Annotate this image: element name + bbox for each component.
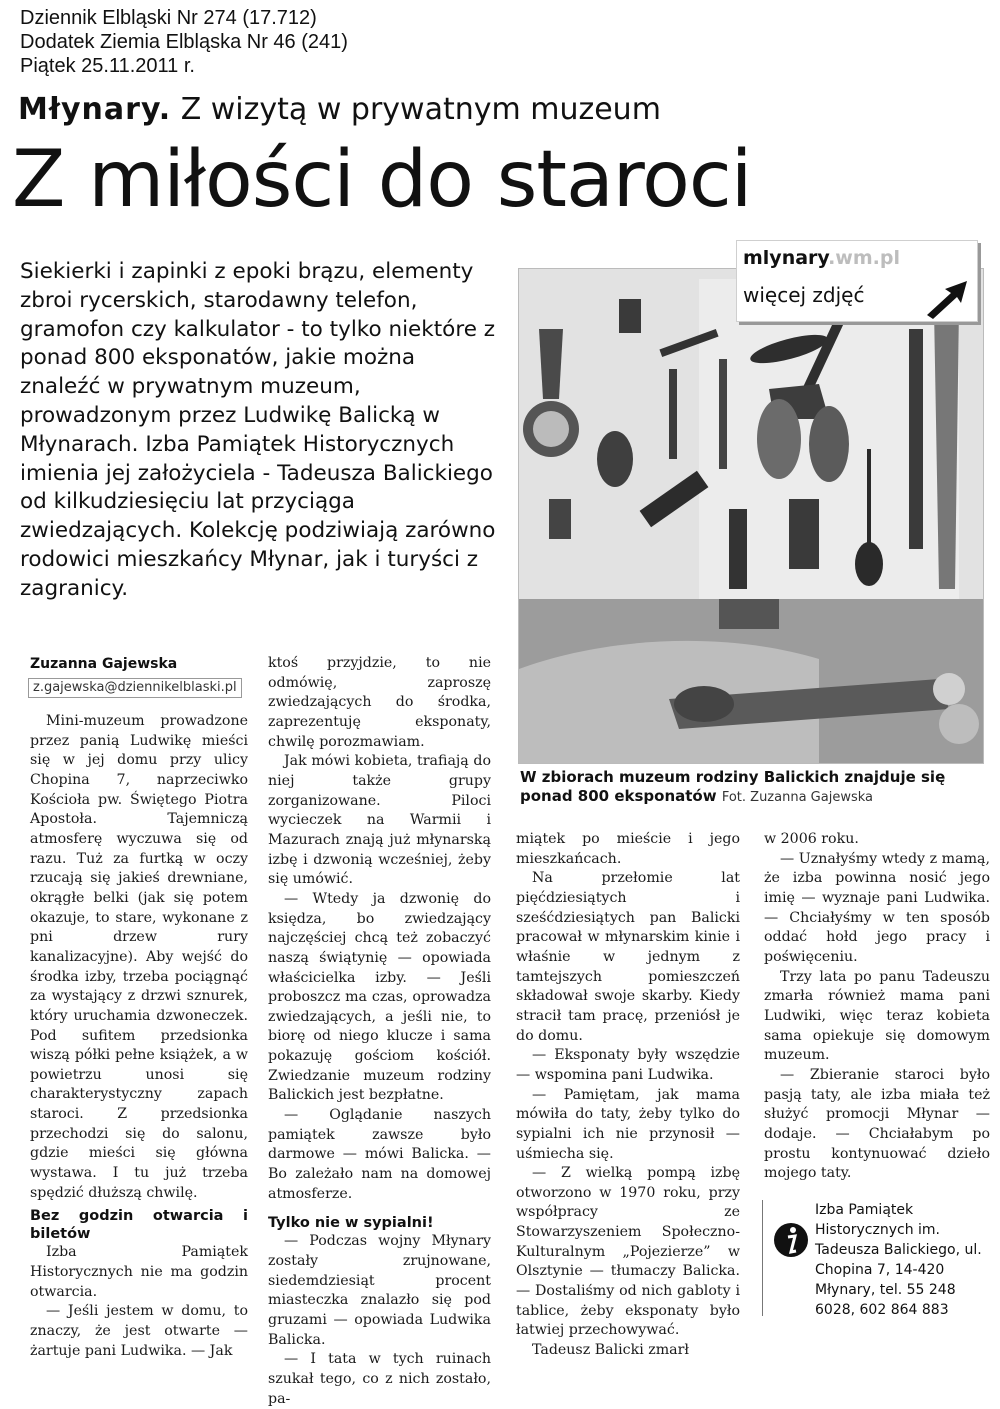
col2-paragraph-6: — I tata w tych ruinach szukał tego, co z nich zostało, pa- [268, 1351, 491, 1407]
col3-paragraph-5: — Z wielką pompą izbę otworzono w 1970 roku, przy współpracy ze Stowarzyszeniem Społeczno-Kulturalnym „Pojezierze” w Olsztynie — tłumaczy Balicka. — Dostaliśmy od nich gabloty i tablice, żeby eksponaty było łatwiej przechowywać. [516, 1165, 740, 1339]
column-4 [764, 830, 990, 1184]
promo-site-domain: .wm.pl [828, 247, 900, 269]
col2-paragraph-1: ktoś przyjdzie, to nie odmówię, zaproszę zwiedzających do środka, zaprezentuję eksponaty, chwilę porozmawiam. [268, 655, 491, 750]
col1-paragraph-1: Mini-muzeum prowadzone przez panią Ludwikę mieści się w jej domu przy ulicy Chopina 7, naprzeciwko Kościoła pw. Świętego Piotra Apostoła. Tajemniczą atmosferę wyczuwa się od razu. Tuż za furtką w oczy rzucają się jakieś drewniane, okrągłe belki (jak się potem okazuje, to stare, wykonane z pni drzew rury kanalizacyjne). Aby wejść do środka izby, trzeba pociągnąć za wystający z drzwi sznurek, który uruchamia dzwoneczek. Pod sufitem przedsionka wiszą półki pełne książek, a w powietrzu unosi się charakterystyczny zapach staroci. Z przedsionka przechodzi się do salonu, gdzie mieści się główna wystawa. I tu już trzeba spędzić dłuższą chwilę. [30, 713, 248, 1201]
col4-paragraph-2: — Uznałyśmy wtedy z mamą, że izba powinna nosić jego imię — wyznaje pani Ludwika. — Chciałyśmy w ten sposób oddać hołd jego pracy i poświęceniu. [764, 850, 990, 965]
caption-text: W zbiorach muzeum rodziny Balickich znajduje się ponad 800 eksponatów [520, 768, 946, 805]
col4-paragraph-3: Trzy lata po panu Tadeuszu zmarła również mama pani Ludwiki, więc teraz kobieta sama opiekuje się domowym muzeum. [764, 968, 990, 1064]
promo-box[interactable] [736, 240, 978, 322]
museum-info-box [762, 1200, 989, 1316]
col2-paragraph-5: — Podczas wojny Młynary zostały zrujnowane, siedemdziesiąt procent miasteczka znalazło się pod gruzami — opowiada Ludwika Balicka. [268, 1233, 491, 1348]
col2-paragraph-3: — Wtedy ja dzwonię do księdza, bo zwiedzający najczęściej chcą też zobaczyć naszą świątynię — opowiada właścicielka izby. — Jeśli proboszcz ma czas, oprowadza zwiedzających, a jeśli nie, to biorę od niego klucze i sama pokazuję gościom kościół. Zwiedzanie muzeum rodziny Balickich jest bezpłatne. [268, 890, 491, 1104]
col1-paragraph-3: — Jeśli jestem w domu, to znaczy, że jest otwarte — żartuje pani Ludwika. — Jak [30, 1303, 248, 1359]
museum-photo-illustration [519, 269, 983, 763]
issue-line-1: Dziennik Elbląski Nr 274 (17.712) [20, 7, 317, 29]
col3-paragraph-1: miątek po mieście i jego mieszkańcach. [516, 831, 740, 867]
promo-site-name: mlynary [743, 247, 829, 269]
promo-site[interactable] [743, 247, 900, 269]
col3-paragraph-3: — Eksponaty były wszędzie — wspomina pani Ludwika. [516, 1047, 740, 1083]
info-icon [773, 1220, 809, 1260]
subhead-not-bedroom: Tylko nie w sypialni! [268, 1215, 434, 1232]
kicker [18, 92, 661, 127]
col3-paragraph-6: Tadeusz Balicki zmarł [532, 1342, 690, 1359]
col4-paragraph-1: w 2006 roku. [764, 831, 859, 847]
author-name: Zuzanna Gajewska [30, 656, 178, 672]
museum-photo [518, 268, 984, 764]
issue-date: Piątek 25.11.2011 r. [20, 55, 195, 77]
col3-paragraph-2: Na przełomie lat pięćdziesiątych i sześćdziesiątych pan Balicki pracował w młynarskim kinie i właśnie w jednym z tamtejszych pomieszczeń składował swoje skarby. Kiedy stracił tam pracę, przeniósł je do domu. [516, 870, 740, 1044]
lead-paragraph: Siekierki i zapinki z epoki brązu, elementy zbroi rycerskich, starodawny telefon, gramofon czy kalkulator - to tylko niektóre z ponad 800 eksponatów, jakie można znaleźć w prywatnym muzeum, prowadzonym przez Ludwikę Balicką w Młynarach. Izba Pamiątek Historycznych imienia jej założyciela - Tadeusza Balickiego od kilkudziesięciu lat przyciąga zwiedzających. Kolekcję podziwiają zarówno rodowici mieszkańcy Młynar, jak i turyści z zagranicy. [20, 259, 496, 601]
column-1 [30, 712, 248, 1361]
author-email[interactable]: z.gajewska@dziennikelblaski.pl [28, 678, 242, 698]
more-photos-link[interactable]: więcej zdjęć [743, 283, 865, 307]
col1-paragraph-2: Izba Pamiątek Historycznych nie ma godzin otwarcia. [30, 1244, 248, 1300]
kicker-text: Z wizytą w prywatnym muzeum [180, 92, 661, 127]
cursor-arrow-icon [925, 279, 969, 319]
col4-paragraph-4: — Zbieranie staroci było pasją taty, ale izba miała też służyć promocji Młynar — dodaje. — Chciałabym po prostu kontynuować dzieło mojego taty. [764, 1066, 990, 1182]
kicker-place: Młynary. [18, 92, 172, 127]
column-2 [268, 654, 491, 1409]
photo-caption [520, 768, 980, 807]
col2-paragraph-4: — Oglądanie naszych pamiątek zawsze było darmowe — mówi Balicka. — Bo zależało nam na domowej atmosferze. [268, 1107, 491, 1202]
column-3 [516, 830, 740, 1361]
photo-credit: Fot. Zuzanna Gajewska [721, 790, 873, 805]
headline: Z miłości do staroci [12, 135, 752, 225]
issue-stamp [20, 6, 348, 78]
col2-paragraph-2: Jak mówi kobieta, trafiają do niej także grupy zorganizowane. Piloci wycieczek na Warmii i Mazurach znają już młynarską izbę i dzwonią wcześniej, żeby się umówić. [268, 753, 491, 888]
col3-paragraph-4: — Pamiętam, jak mama mówiła do taty, żeby tylko do sypialni ich nie przynosił — uśmiecha się. [516, 1086, 740, 1162]
issue-line-2: Dodatek Ziemia Elbląska Nr 46 (241) [20, 31, 348, 53]
subhead-no-hours: Bez godzin otwarcia i biletów [30, 1208, 248, 1243]
museum-info-text: Izba Pamiątek Historycznych im. Tadeusza Balickiego, ul. Chopina 7, 14-420 Młynary, tel. 55 248 6028, 602 864 883 [815, 1202, 982, 1318]
